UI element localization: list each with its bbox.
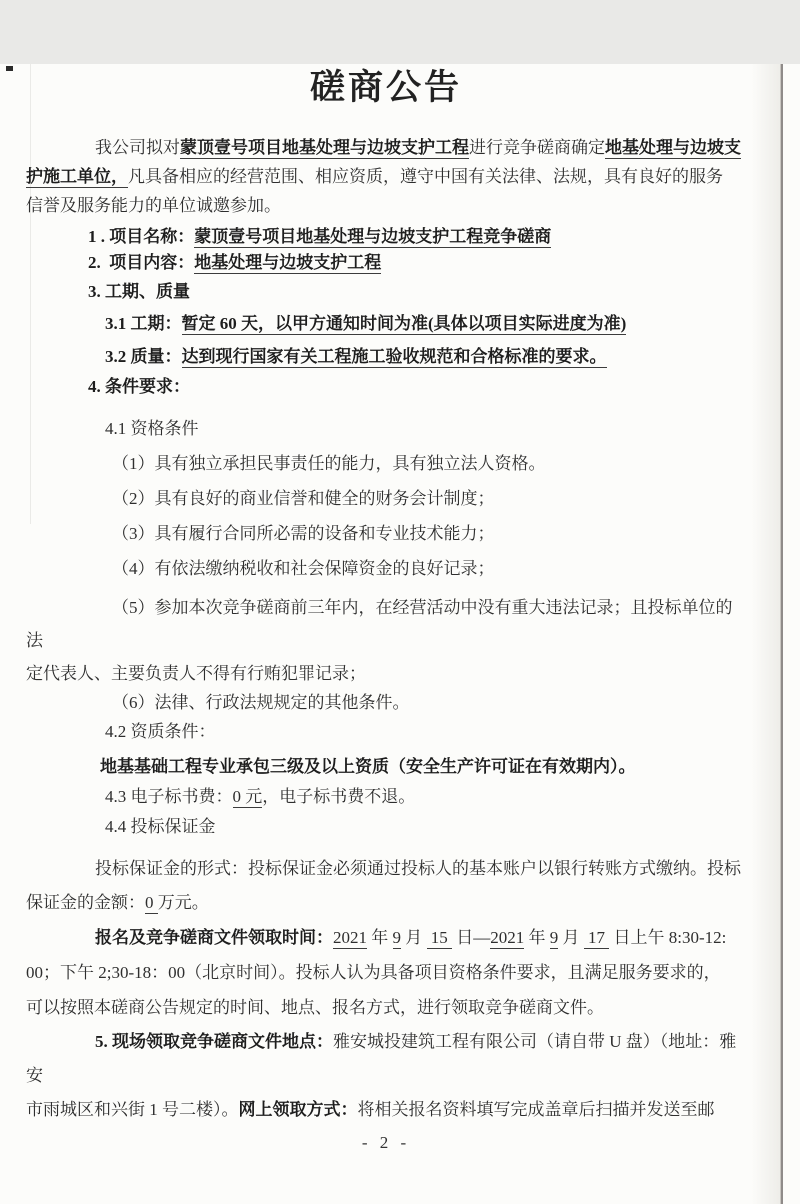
intro-line-1 [26,133,746,162]
section-value-underlined: 达到现行国家有关工程施工验收规范和合格标准的要求。 [181,347,607,366]
pickup-label: 5. 现场领取竞争磋商文件地点： [95,1032,333,1051]
section-3-heading: 3. 工期、质量 [88,282,190,301]
document-content [0,64,800,1153]
section-value-underlined: 蒙顶壹号项目地基处理与边坡支护工程竞争磋商 [194,227,552,246]
text-run: ，电子标书费不退。 [262,787,416,806]
deposit-line-1: 投标保证金的形式：投标保证金必须通过投标人的基本账户以银行转账方式缴纳。投标 [95,859,741,878]
text-run: 进行竞争磋商确定 [469,138,605,157]
deposit-line-2 [26,886,746,920]
section-2-project-content [88,250,746,276]
section-value-underlined: 地基处理与边坡支护工程 [194,253,382,272]
section-4-heading: 4. 条件要求： [88,377,190,396]
fee-value-underlined: 0 元 [232,787,263,806]
condition-item-5-line-1: （5）参加本次竞争磋商前三年内，在经营活动中没有重大违法记录；且投标单位的法 [26,598,733,650]
section-4-3-fee [105,784,746,810]
signup-time-line-1 [26,920,746,955]
page-number: - 2 - [361,1133,411,1152]
date-month-underlined: 9 [549,928,559,947]
section-4-4-heading: 4.4 投标保证金 [105,817,216,836]
text-run: 市雨城区和兴街 1 号二楼）。 [26,1100,239,1119]
text-run: 年 [367,928,393,947]
text-run-underlined: 护施工单位， [26,167,128,186]
signup-time-line-2: 00；下午 2;30-18：00（北京时间）。投标人认为具备项目资格条件要求，且满足服务要求的， [26,963,721,982]
section-3-2-quality [105,344,746,370]
text-run: 保证金的金额： [26,893,145,912]
signup-label: 报名及竞争磋商文件领取时间： [95,928,333,947]
section-4-2-heading: 4.2 资质条件： [105,722,216,741]
text-run: 年 [524,928,550,947]
text-run: 月 [558,928,584,947]
condition-item-6: （6）法律、行政法规规定的其他条件。 [112,693,410,712]
text-run: 将相关报名资料填写完成盖章后扫描并发送至邮 [357,1100,715,1119]
text-run: 月 [401,928,427,947]
condition-item-3: （3）具有履行合同所必需的设备和专业技术能力； [112,524,495,543]
online-method-label: 网上领取方式： [238,1100,358,1119]
section-value-underlined: 暂定 60 天，以甲方通知时间为准(具体以项目实际进度为准) [181,314,627,333]
text-run-underlined: 地基处理与边坡支 [605,138,741,157]
condition-item-2: （2）具有良好的商业信誉和健全的财务会计制度； [112,489,495,508]
intro-line-2 [26,162,746,191]
section-label: 1 . 项目名称： [88,227,195,246]
text-run: 万元。 [157,893,209,912]
text-run: 我公司拟对 [95,138,180,157]
pickup-location-line-1 [26,1025,746,1093]
text-run: 日— [452,928,491,947]
section-1-project-name [88,224,746,250]
condition-item-4: （4）有依法缴纳税收和社会保障资金的良好记录； [112,559,495,578]
scanned-document-page [0,64,800,1204]
page-title: 磋商公告 [309,68,462,107]
intro-line-3: 信誉及服务能力的单位诚邀参加。 [26,196,281,215]
pickup-location-line-2 [26,1093,746,1127]
section-label: 2. 项目内容： [88,253,195,272]
signup-time-line-3: 可以按照本磋商公告规定的时间、地点、报名方式，进行领取竞争磋商文件。 [26,998,604,1017]
section-3-1-duration [105,311,746,337]
condition-item-1: （1）具有独立承担民事责任的能力，具有独立法人资格。 [112,454,546,473]
text-run: 雅安城投建筑工程有限公司（请自带 U 盘）（地址：雅安 [26,1032,737,1085]
date-day-underlined: 17 [583,928,610,947]
date-month-underlined: 9 [392,928,401,947]
qualification-requirement: 地基基础工程专业承包三级及以上资质（安全生产许可证在有效期内）。 [100,757,636,776]
date-day-underlined: 15 [426,928,452,947]
deposit-amount-underlined: 0 [145,893,158,912]
section-label: 4.3 电子标书费： [105,787,233,806]
date-year-underlined: 2021 [490,928,525,947]
section-label: 3.1 工期： [105,314,182,333]
date-year-underlined: 2021 [333,928,367,947]
text-run: 凡具备相应的经营范围、相应资质，遵守中国有关法律、法规，具有良好的服务 [128,167,723,186]
text-run-underlined: 蒙顶壹号项目地基处理与边坡支护工程 [180,138,469,157]
condition-item-5-line-2: 定代表人、主要负责人不得有行贿犯罪记录； [26,664,366,683]
text-run: 日上午 8:30-12: [609,928,727,947]
section-4-1-heading: 4.1 资格条件 [105,419,199,438]
section-label: 3.2 质量： [105,347,182,366]
